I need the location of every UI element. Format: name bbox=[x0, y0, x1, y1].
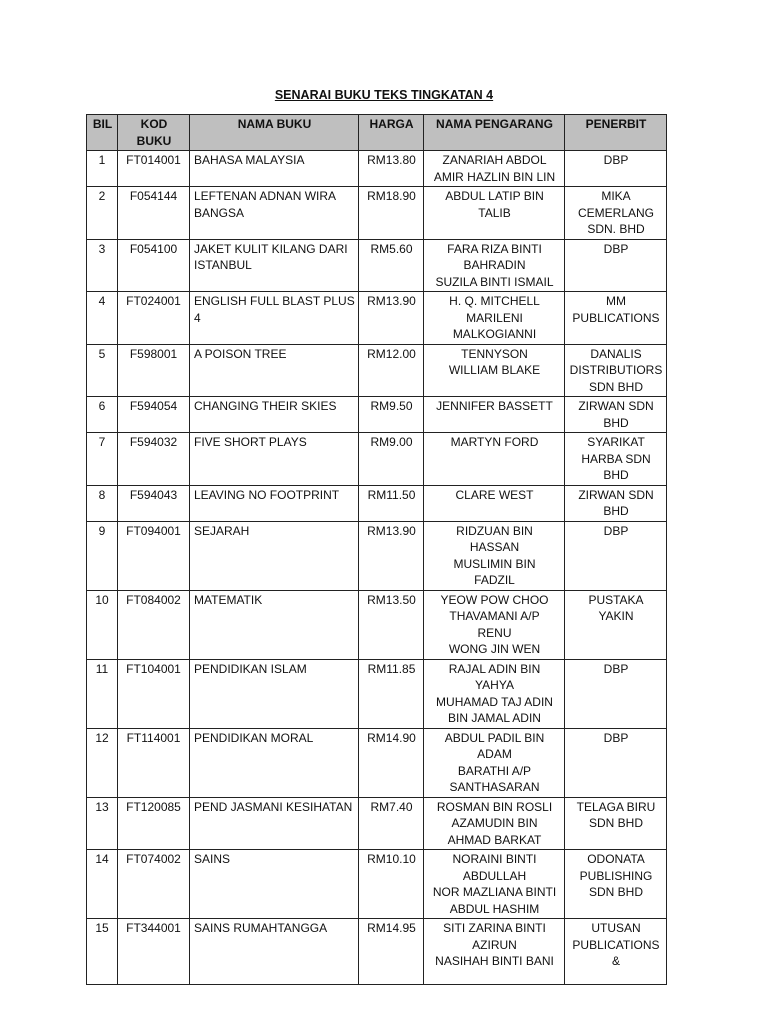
cell-bil: 4 bbox=[87, 292, 118, 345]
cell-bil: 10 bbox=[87, 590, 118, 659]
cell-harga: RM18.90 bbox=[359, 187, 424, 240]
cell-harga: RM13.80 bbox=[359, 151, 424, 187]
cell-nama-pengarang: SITI ZARINA BINTI AZIRUN NASIHAH BINTI BANI bbox=[424, 919, 565, 985]
table-row bbox=[87, 433, 667, 486]
cell-penerbit: ZIRWAN SDN BHD bbox=[565, 485, 667, 521]
cell-penerbit: DBP bbox=[565, 239, 667, 292]
cell-bil: 13 bbox=[87, 797, 118, 850]
cell-nama-buku: CHANGING THEIR SKIES bbox=[190, 397, 359, 433]
cell-bil: 8 bbox=[87, 485, 118, 521]
cell-nama-buku: PENDIDIKAN MORAL bbox=[190, 728, 359, 797]
table-row bbox=[87, 187, 667, 240]
cell-kod-buku: FT024001 bbox=[118, 292, 190, 345]
cell-harga: RM14.90 bbox=[359, 728, 424, 797]
table-row bbox=[87, 521, 667, 590]
header-nama-pengarang: NAMA PENGARANG bbox=[424, 115, 565, 151]
cell-nama-buku: A POISON TREE bbox=[190, 344, 359, 397]
cell-penerbit: UTUSAN PUBLICATIONS & bbox=[565, 919, 667, 985]
cell-nama-buku: MATEMATIK bbox=[190, 590, 359, 659]
cell-bil: 2 bbox=[87, 187, 118, 240]
cell-bil: 7 bbox=[87, 433, 118, 486]
cell-nama-pengarang: RIDZUAN BIN HASSAN MUSLIMIN BIN FADZIL bbox=[424, 521, 565, 590]
cell-penerbit: TELAGA BIRU SDN BHD bbox=[565, 797, 667, 850]
cell-bil: 3 bbox=[87, 239, 118, 292]
cell-nama-buku: SAINS bbox=[190, 850, 359, 919]
cell-penerbit: DANALIS DISTRIBUTIORS SDN BHD bbox=[565, 344, 667, 397]
cell-nama-pengarang: ABDUL PADIL BIN ADAM BARATHI A/P SANTHASARAN bbox=[424, 728, 565, 797]
table-row bbox=[87, 485, 667, 521]
cell-harga: RM5.60 bbox=[359, 239, 424, 292]
book-list-table-wrapper bbox=[86, 114, 666, 968]
cell-penerbit: DBP bbox=[565, 659, 667, 728]
cell-kod-buku: FT074002 bbox=[118, 850, 190, 919]
cell-harga: RM7.40 bbox=[359, 797, 424, 850]
cell-harga: RM13.90 bbox=[359, 292, 424, 345]
cell-nama-pengarang: MARTYN FORD bbox=[424, 433, 565, 486]
cell-kod-buku: FT094001 bbox=[118, 521, 190, 590]
cell-penerbit: ZIRWAN SDN BHD bbox=[565, 397, 667, 433]
cell-kod-buku: F054100 bbox=[118, 239, 190, 292]
cell-penerbit: MM PUBLICATIONS bbox=[565, 292, 667, 345]
cell-kod-buku: F598001 bbox=[118, 344, 190, 397]
cell-kod-buku: FT014001 bbox=[118, 151, 190, 187]
table-row bbox=[87, 728, 667, 797]
header-kod-buku: KOD BUKU bbox=[118, 115, 190, 151]
table-row bbox=[87, 850, 667, 919]
header-harga: HARGA bbox=[359, 115, 424, 151]
cell-harga: RM11.50 bbox=[359, 485, 424, 521]
cell-nama-buku: BAHASA MALAYSIA bbox=[190, 151, 359, 187]
table-row bbox=[87, 590, 667, 659]
cell-nama-buku: LEAVING NO FOOTPRINT bbox=[190, 485, 359, 521]
cell-penerbit: DBP bbox=[565, 151, 667, 187]
cell-penerbit: DBP bbox=[565, 521, 667, 590]
cell-kod-buku: F594043 bbox=[118, 485, 190, 521]
table-row bbox=[87, 397, 667, 433]
cell-bil: 15 bbox=[87, 919, 118, 985]
cell-kod-buku: F054144 bbox=[118, 187, 190, 240]
table-row bbox=[87, 292, 667, 345]
cell-nama-pengarang: JENNIFER BASSETT bbox=[424, 397, 565, 433]
cell-nama-pengarang: FARA RIZA BINTI BAHRADIN SUZILA BINTI ISMAIL bbox=[424, 239, 565, 292]
header-bil: BIL bbox=[87, 115, 118, 151]
cell-kod-buku: FT114001 bbox=[118, 728, 190, 797]
cell-bil: 12 bbox=[87, 728, 118, 797]
cell-nama-pengarang: ROSMAN BIN ROSLI AZAMUDIN BIN AHMAD BARKAT bbox=[424, 797, 565, 850]
cell-kod-buku: F594032 bbox=[118, 433, 190, 486]
cell-nama-pengarang: ZANARIAH ABDOL AMIR HAZLIN BIN LIN bbox=[424, 151, 565, 187]
cell-nama-buku: SAINS RUMAHTANGGA bbox=[190, 919, 359, 985]
cell-harga: RM12.00 bbox=[359, 344, 424, 397]
cell-penerbit: ODONATA PUBLISHING SDN BHD bbox=[565, 850, 667, 919]
cell-nama-pengarang: TENNYSON WILLIAM BLAKE bbox=[424, 344, 565, 397]
cell-penerbit: PUSTAKA YAKIN bbox=[565, 590, 667, 659]
cell-kod-buku: FT344001 bbox=[118, 919, 190, 985]
cell-nama-buku: PENDIDIKAN ISLAM bbox=[190, 659, 359, 728]
cell-nama-buku: PEND JASMANI KESIHATAN bbox=[190, 797, 359, 850]
cell-nama-pengarang: NORAINI BINTI ABDULLAH NOR MAZLIANA BINTI ABDUL HASHIM bbox=[424, 850, 565, 919]
cell-bil: 1 bbox=[87, 151, 118, 187]
cell-nama-pengarang: H. Q. MITCHELL MARILENI MALKOGIANNI bbox=[424, 292, 565, 345]
cell-harga: RM9.00 bbox=[359, 433, 424, 486]
cell-penerbit: DBP bbox=[565, 728, 667, 797]
table-row bbox=[87, 659, 667, 728]
cell-nama-buku: SEJARAH bbox=[190, 521, 359, 590]
table-row bbox=[87, 344, 667, 397]
cell-kod-buku: FT120085 bbox=[118, 797, 190, 850]
cell-penerbit: SYARIKAT HARBA SDN BHD bbox=[565, 433, 667, 486]
cell-harga: RM14.95 bbox=[359, 919, 424, 985]
cell-harga: RM13.90 bbox=[359, 521, 424, 590]
cell-nama-pengarang: RAJAL ADIN BIN YAHYA MUHAMAD TAJ ADIN BIN JAMAL ADIN bbox=[424, 659, 565, 728]
cell-harga: RM13.50 bbox=[359, 590, 424, 659]
cell-harga: RM11.85 bbox=[359, 659, 424, 728]
cell-nama-pengarang: YEOW POW CHOO THAVAMANI A/P RENU WONG JIN WEN bbox=[424, 590, 565, 659]
cell-bil: 9 bbox=[87, 521, 118, 590]
header-penerbit: PENERBIT bbox=[565, 115, 667, 151]
table-row bbox=[87, 151, 667, 187]
cell-nama-buku: LEFTENAN ADNAN WIRA BANGSA bbox=[190, 187, 359, 240]
cell-penerbit: MIKA CEMERLANG SDN. BHD bbox=[565, 187, 667, 240]
cell-bil: 6 bbox=[87, 397, 118, 433]
cell-bil: 5 bbox=[87, 344, 118, 397]
cell-harga: RM10.10 bbox=[359, 850, 424, 919]
book-list-table bbox=[86, 114, 667, 985]
table-row bbox=[87, 919, 667, 985]
cell-bil: 14 bbox=[87, 850, 118, 919]
cell-bil: 11 bbox=[87, 659, 118, 728]
cell-nama-buku: ENGLISH FULL BLAST PLUS 4 bbox=[190, 292, 359, 345]
document-title: SENARAI BUKU TEKS TINGKATAN 4 bbox=[274, 88, 494, 102]
header-nama-buku: NAMA BUKU bbox=[190, 115, 359, 151]
cell-harga: RM9.50 bbox=[359, 397, 424, 433]
cell-kod-buku: F594054 bbox=[118, 397, 190, 433]
table-row bbox=[87, 239, 667, 292]
cell-kod-buku: FT104001 bbox=[118, 659, 190, 728]
cell-kod-buku: FT084002 bbox=[118, 590, 190, 659]
cell-nama-buku: FIVE SHORT PLAYS bbox=[190, 433, 359, 486]
cell-nama-pengarang: ABDUL LATIP BIN TALIB bbox=[424, 187, 565, 240]
table-row bbox=[87, 797, 667, 850]
table-header-row bbox=[87, 115, 667, 151]
cell-nama-pengarang: CLARE WEST bbox=[424, 485, 565, 521]
table-body bbox=[87, 151, 667, 985]
cell-nama-buku: JAKET KULIT KILANG DARI ISTANBUL bbox=[190, 239, 359, 292]
